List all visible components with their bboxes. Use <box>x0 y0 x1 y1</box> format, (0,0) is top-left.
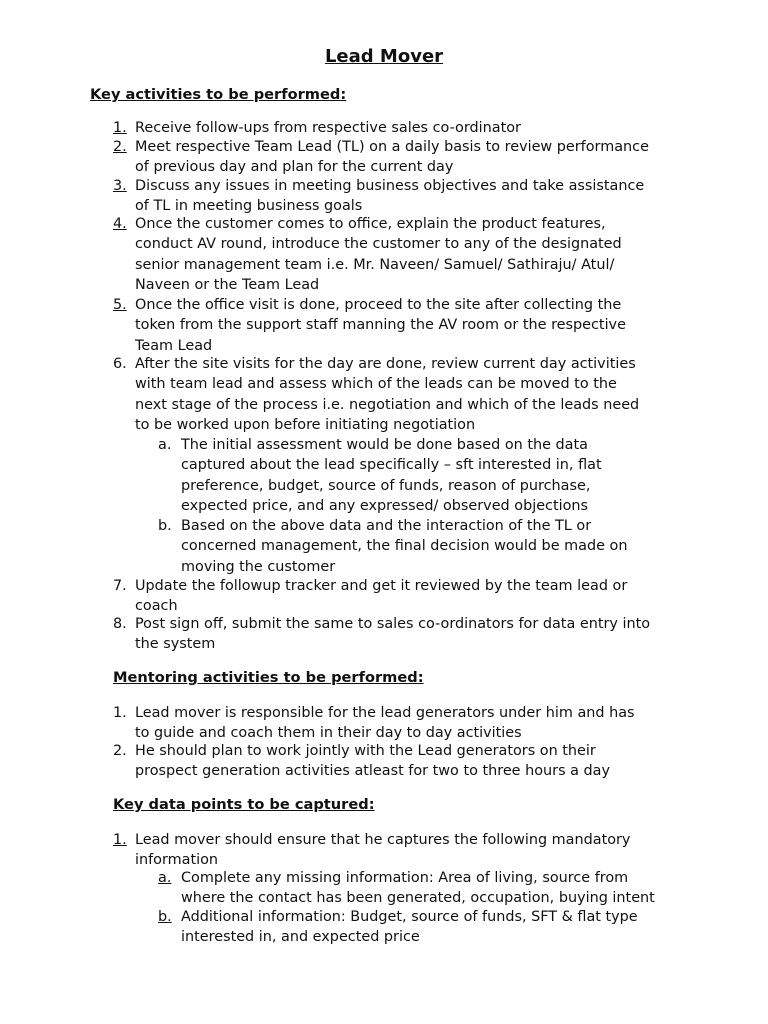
list-item-text: token from the support staff manning the AV room or the respective <box>135 317 626 334</box>
list-item-text: Complete any missing information: Area of living, source from <box>181 870 629 886</box>
list-item-text: senior management team i.e. Mr. Naveen/ Samuel/ Sathiraju/ Atul/ <box>135 256 615 273</box>
list-item-text: prospect generation activities atleast for two to three hours a day <box>135 763 611 780</box>
section-heading-mentoring: Mentoring activities to be performed: <box>113 669 424 686</box>
list-item-text: interested in, and expected price <box>181 929 420 946</box>
list-item-text: expected price, and any expressed/ observed objections <box>181 497 589 514</box>
list-item-text: of TL in meeting business goals <box>135 198 363 215</box>
list-item-text: Naveen or the Team Lead <box>135 276 320 293</box>
list-item-text: information <box>135 852 219 869</box>
list-item-text: Update the followup tracker and get it reviewed by the team lead or <box>135 578 628 594</box>
list-marker: 4. <box>113 216 127 232</box>
section-heading-key-activities: Key activities to be performed: <box>90 86 347 103</box>
list-item-text: with team lead and assess which of the leads can be moved to the <box>135 376 617 393</box>
list-item-text: Additional information: Budget, source of funds, SFT & flat type <box>181 909 638 925</box>
list-marker: 6. <box>113 356 127 372</box>
list-item-text: Based on the above data and the interaction of the TL or <box>181 518 592 534</box>
list-marker: 3. <box>113 178 127 194</box>
list-item-text: Lead mover should ensure that he captures the following mandatory <box>135 832 631 848</box>
list-item-text: Post sign off, submit the same to sales co-ordinators for data entry into <box>135 616 651 632</box>
list-item-text: After the site visits for the day are done, review current day activities <box>135 356 636 372</box>
list-item-text: to guide and coach them in their day to day activities <box>135 725 522 742</box>
list-item-text: of previous day and plan for the current day <box>135 159 454 176</box>
list-item-text: where the contact has been generated, occupation, buying intent <box>181 890 655 907</box>
list-marker: b. <box>158 909 172 925</box>
list-item-text: He should plan to work jointly with the Lead generators on their <box>135 743 596 759</box>
list-item-text: Discuss any issues in meeting business objectives and take assistance <box>135 178 645 194</box>
list-marker: 1. <box>113 120 127 136</box>
list-item-text: Once the customer comes to office, explain the product features, <box>135 216 606 232</box>
list-item-text: Meet respective Team Lead (TL) on a daily basis to review performance <box>135 139 649 155</box>
list-item-text: Lead mover is responsible for the lead generators under him and has <box>135 705 635 721</box>
list-marker: 5. <box>113 297 127 313</box>
list-item-text: conduct AV round, introduce the customer to any of the designated <box>135 236 622 253</box>
section-heading-data-points: Key data points to be captured: <box>113 796 375 813</box>
list-item-text: next stage of the process i.e. negotiation and which of the leads need <box>135 396 640 413</box>
list-item-text: The initial assessment would be done based on the data <box>181 437 588 453</box>
list-item-text: the system <box>135 636 216 653</box>
list-marker: a. <box>158 870 172 886</box>
list-item-text: preference, budget, source of funds, reason of purchase, <box>181 477 591 494</box>
list-marker: 2. <box>113 743 127 759</box>
list-item-text: to be worked upon before initiating negotiation <box>135 416 476 433</box>
page-title: Lead Mover <box>324 46 444 67</box>
list-item-text: coach <box>135 598 178 615</box>
list-item-text: Once the office visit is done, proceed to the site after collecting the <box>135 297 622 313</box>
list-marker: 1. <box>113 705 127 721</box>
list-marker: 7. <box>113 578 127 594</box>
list-item-text: captured about the lead specifically – sft interested in, flat <box>181 457 602 474</box>
list-item-text: Team Lead <box>135 337 213 354</box>
list-marker: 2. <box>113 139 127 155</box>
list-marker: a. <box>158 437 172 453</box>
list-item-text: Receive follow-ups from respective sales co-ordinator <box>135 120 521 136</box>
list-marker: 8. <box>113 616 127 632</box>
list-item-text: moving the customer <box>181 558 336 575</box>
list-item-text: concerned management, the final decision would be made on <box>181 538 628 555</box>
list-marker: b. <box>158 518 172 534</box>
list-marker: 1. <box>113 832 127 848</box>
